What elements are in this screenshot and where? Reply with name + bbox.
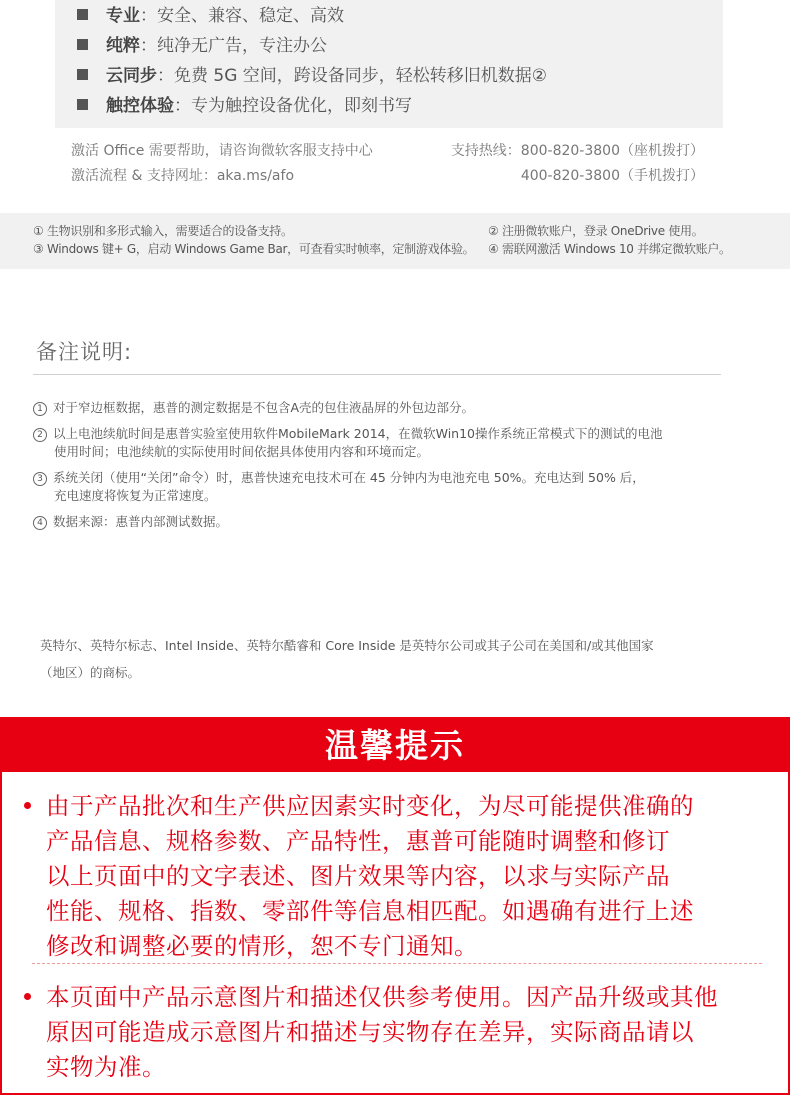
remark-item bbox=[33, 425, 663, 461]
warm-tip-paragraph bbox=[30, 980, 770, 1085]
footnote-2: ② 注册微软账户，登录 OneDrive 使用。 bbox=[488, 224, 704, 238]
remarks-title: 备注说明: bbox=[36, 340, 133, 364]
warm-tip-box bbox=[0, 717, 790, 1095]
support-mobile-text: 400-820-3800（手机拨打） bbox=[520, 168, 704, 184]
warm-tip-line: 本页面中产品示意图片和描述仅供参考使用。因产品升级或其他 bbox=[46, 983, 718, 1011]
remark-line: 数据来源：惠普内部测试数据。 bbox=[53, 514, 229, 529]
bullet-square-icon bbox=[77, 39, 88, 50]
warm-tip-line: 以上页面中的文字表述、图片效果等内容，以求与实际产品 bbox=[46, 862, 670, 890]
remark-line: 系统关闭（使用“关闭”命令）时，惠普快速充电技术可在 45 分钟内为电池充电 50%。充电达到 50% 后， bbox=[53, 470, 645, 485]
warm-tip-header bbox=[2, 719, 788, 772]
bullet-square-icon bbox=[77, 99, 88, 110]
warm-tip-line: 产品信息、规格参数、产品特性，惠普可能随时调整和修订 bbox=[46, 827, 670, 855]
remark-item bbox=[33, 513, 228, 531]
feature-text: ：安全、兼容、稳定、高效 bbox=[140, 6, 344, 26]
remark-item bbox=[33, 399, 474, 417]
support-hotline-text: 支持热线：800-820-3800（座机拨打） bbox=[450, 143, 704, 159]
remark-line: 充电速度将恢复为正常速度。 bbox=[54, 488, 217, 503]
feature-item bbox=[77, 1, 344, 31]
remark-item bbox=[33, 469, 645, 505]
support-help-text: 激活 Office 需要帮助，请咨询微软客服支持中心 bbox=[71, 143, 373, 159]
warm-tip-divider bbox=[32, 963, 762, 964]
warm-tip-line: 原因可能造成示意图片和描述与实物存在差异，实际商品请以 bbox=[46, 1018, 694, 1046]
remark-line: 使用时间；电池续航的实际使用时间依据具体使用内容和环境而定。 bbox=[54, 444, 430, 459]
feature-keyword: 触控体验 bbox=[106, 96, 174, 116]
circled-number-icon: 3 bbox=[33, 472, 47, 486]
circled-number-icon: 1 bbox=[33, 402, 47, 416]
circled-number-icon: 2 bbox=[33, 428, 47, 442]
footnote-1: ① 生物识别和多形式输入，需要适合的设备支持。 bbox=[33, 224, 293, 238]
trademark-line: 英特尔、英特尔标志、Intel Inside、英特尔酷睿和 Core Inside 是英特尔公司或其子公司在美国和/或其他国家 bbox=[40, 638, 654, 653]
remark-line: 以上电池续航时间是惠普实验室使用软件MobileMark 2014，在微软Win10操作系统正常模式下的测试的电池 bbox=[53, 426, 663, 441]
bullet-square-icon bbox=[77, 9, 88, 20]
bullet-dot-icon bbox=[24, 802, 31, 809]
warm-tip-line: 由于产品批次和生产供应因素实时变化，为尽可能提供准确的 bbox=[46, 792, 694, 820]
feature-text: ：免费 5G 空间，跨设备同步，轻松转移旧机数据② bbox=[157, 66, 548, 86]
feature-keyword: 纯粹 bbox=[106, 36, 140, 56]
bullet-square-icon bbox=[77, 69, 88, 80]
warm-tip-line: 修改和调整必要的情形，恕不专门通知。 bbox=[46, 932, 478, 960]
support-url-text: 激活流程 & 支持网址：aka.ms/afo bbox=[71, 168, 295, 184]
feature-item bbox=[77, 61, 547, 91]
feature-text: ：纯净无广告，专注办公 bbox=[140, 36, 327, 56]
remarks-divider bbox=[33, 374, 721, 375]
footnote-4: ④ 需联网激活 Windows 10 并绑定微软账户。 bbox=[488, 242, 731, 256]
trademark-line: （地区）的商标。 bbox=[40, 665, 141, 680]
warm-tip-line: 实物为准。 bbox=[46, 1053, 166, 1081]
footnotes-band bbox=[0, 213, 790, 269]
warm-tip-title: 温馨提示 bbox=[325, 726, 465, 765]
bullet-dot-icon bbox=[24, 993, 31, 1000]
feature-panel bbox=[55, 0, 723, 128]
remark-line: 对于窄边框数据，惠普的测定数据是不包含A壳的包住液晶屏的外包边部分。 bbox=[53, 400, 475, 415]
feature-item bbox=[77, 31, 327, 61]
feature-text: ：专为触控设备优化，即刻书写 bbox=[174, 96, 412, 116]
warm-tip-paragraph bbox=[30, 789, 770, 964]
circled-number-icon: 4 bbox=[33, 516, 47, 530]
feature-keyword: 云同步 bbox=[106, 66, 157, 86]
footnote-3: ③ Windows 键+ G，启动 Windows Game Bar，可查看实时帧率，定制游戏体验。 bbox=[33, 242, 475, 256]
feature-item bbox=[77, 91, 412, 121]
warm-tip-line: 性能、规格、指数、零部件等信息相匹配。如遇确有进行上述 bbox=[46, 897, 694, 925]
feature-keyword: 专业 bbox=[106, 6, 140, 26]
